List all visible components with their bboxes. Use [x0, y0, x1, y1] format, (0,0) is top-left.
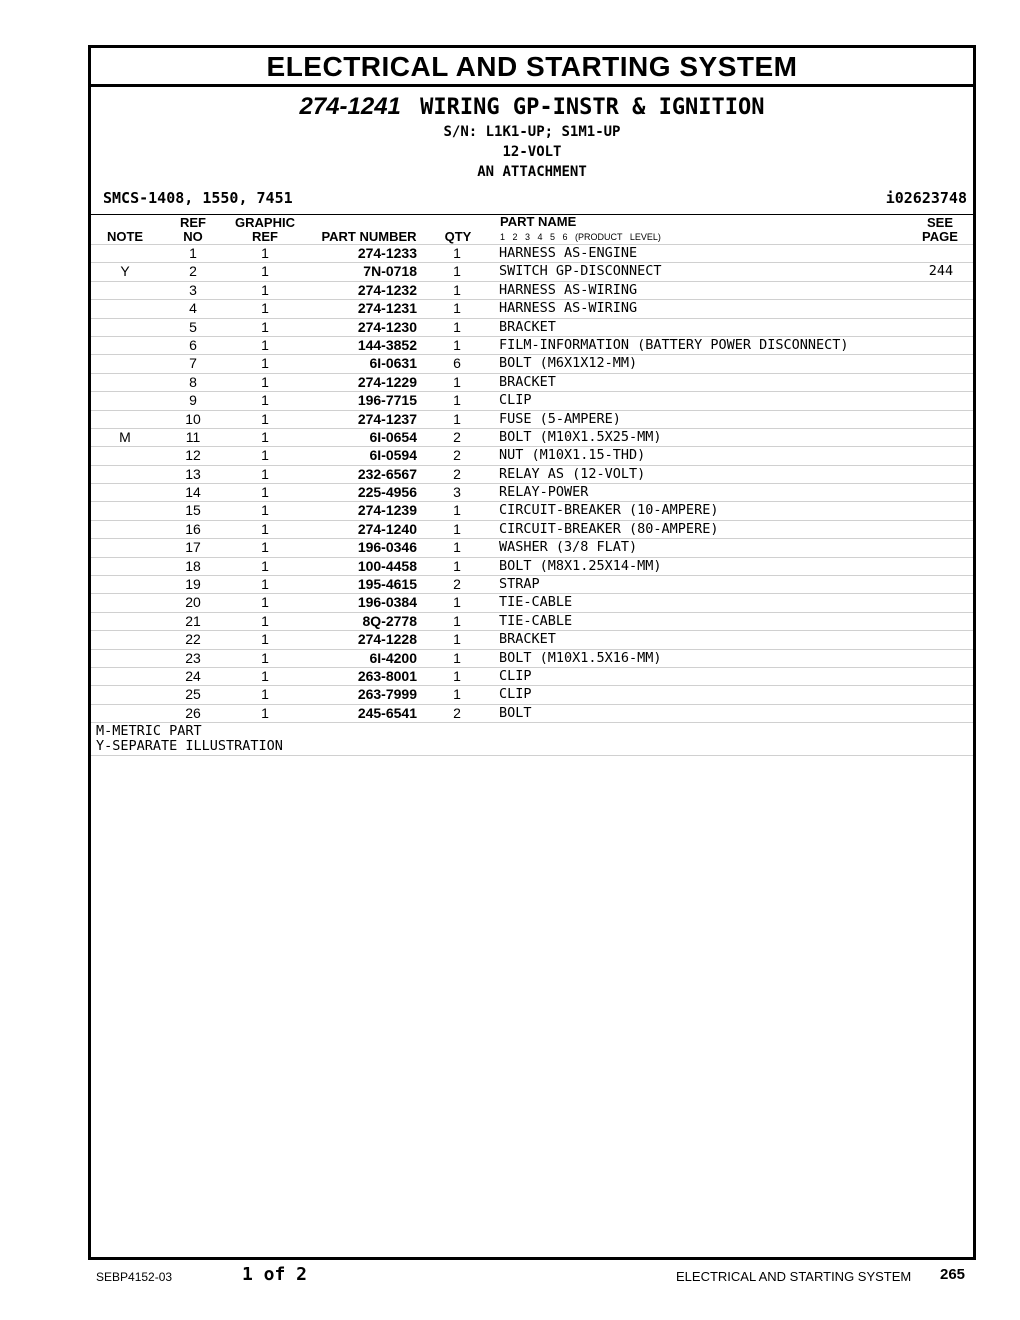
- graphic-ref-cell: 1: [261, 484, 269, 501]
- graphic-ref-cell: 1: [261, 392, 269, 409]
- group-title: [91, 94, 973, 121]
- part-number-cell: 225-4956: [357, 484, 417, 501]
- table-row: [91, 244, 973, 262]
- table-row: [91, 667, 973, 685]
- header-product-level: 1 2 3 4 5 6 (PRODUCT LEVEL): [500, 232, 661, 242]
- graphic-ref-cell: 1: [261, 281, 269, 298]
- table-row: [91, 649, 973, 667]
- graphic-ref-cell: 1: [261, 594, 269, 611]
- part-number-cell: 7N-0718: [363, 263, 417, 280]
- qty-cell: 1: [453, 649, 461, 666]
- qty-cell: 1: [453, 520, 461, 537]
- part-number-cell: 274-1239: [357, 502, 417, 519]
- part-number-cell: 274-1229: [357, 373, 417, 390]
- header-part-name: PART NAME: [500, 214, 577, 229]
- part-name-cell: TIE-CABLE: [499, 594, 573, 611]
- part-number-cell: 6I-0654: [369, 428, 417, 445]
- ref-no-cell: 24: [185, 667, 201, 684]
- note-line: M-METRIC PART: [96, 723, 202, 740]
- part-number-cell: 274-1240: [357, 520, 417, 537]
- qty-cell: 2: [453, 447, 461, 464]
- footer-doc-number: SEBP4152-03: [96, 1270, 173, 1284]
- qty-cell: 1: [453, 594, 461, 611]
- table-row: [91, 336, 973, 354]
- ref-no-cell: 4: [189, 300, 197, 317]
- header-see-top: SEE: [926, 215, 953, 230]
- footer-page-number: 265: [940, 1266, 966, 1283]
- header-graphic-ref: [229, 216, 301, 244]
- qty-cell: 1: [453, 373, 461, 390]
- graphic-ref-cell: 1: [261, 520, 269, 537]
- graphic-ref-cell: 1: [261, 631, 269, 648]
- table-row: [91, 685, 973, 703]
- ref-no-cell: 20: [185, 594, 201, 611]
- header-ref-no: [173, 216, 213, 244]
- qty-cell: 1: [453, 667, 461, 684]
- notes-legend: [91, 722, 973, 756]
- table-row: [91, 465, 973, 483]
- header-part-number: PART NUMBER: [321, 229, 417, 244]
- header-ref-top: REF: [180, 215, 206, 230]
- part-name-cell: CIRCUIT-BREAKER (10-AMPERE): [499, 502, 719, 519]
- qty-cell: 1: [453, 318, 461, 335]
- qty-cell: 1: [453, 502, 461, 519]
- part-name-cell: BRACKET: [499, 373, 556, 390]
- part-name-cell: WASHER (3/8 FLAT): [499, 539, 638, 556]
- header-graphic-bottom: REF: [252, 229, 278, 244]
- part-number-cell: 245-6541: [357, 704, 417, 721]
- qty-cell: 1: [453, 281, 461, 298]
- table-row: [91, 281, 973, 299]
- graphic-ref-cell: 1: [261, 355, 269, 372]
- parts-table: [91, 244, 973, 756]
- ref-no-cell: 16: [185, 520, 201, 537]
- part-number-cell: 274-1237: [357, 410, 417, 427]
- graphic-ref-cell: 1: [261, 318, 269, 335]
- qty-cell: 6: [453, 355, 461, 372]
- qty-cell: 1: [453, 410, 461, 427]
- qty-cell: 1: [453, 263, 461, 280]
- table-row: [91, 410, 973, 428]
- group-number: 274-1241: [299, 93, 401, 120]
- graphic-ref-cell: 1: [261, 245, 269, 261]
- group-name: WIRING GP-INSTR & IGNITION: [420, 95, 765, 120]
- part-name-cell: CLIP: [499, 686, 532, 703]
- graphic-ref-cell: 1: [261, 465, 269, 482]
- table-row: [91, 299, 973, 317]
- part-name-cell: CLIP: [499, 667, 532, 684]
- table-row: [91, 575, 973, 593]
- qty-cell: 1: [453, 336, 461, 353]
- footer-page-of: 1 of 2: [242, 1264, 308, 1285]
- qty-cell: 1: [453, 392, 461, 409]
- ref-no-cell: 18: [185, 557, 201, 574]
- table-row: [91, 428, 973, 446]
- table-row: [91, 318, 973, 336]
- graphic-ref-cell: 1: [261, 612, 269, 629]
- graphic-ref-cell: 1: [261, 502, 269, 519]
- table-row: [91, 612, 973, 630]
- part-name-cell: SWITCH GP-DISCONNECT: [499, 263, 662, 280]
- ref-no-cell: 22: [185, 631, 201, 648]
- part-number-cell: 274-1228: [357, 631, 417, 648]
- qty-cell: 1: [453, 557, 461, 574]
- qty-cell: 1: [453, 300, 461, 317]
- ref-no-cell: 10: [185, 410, 201, 427]
- part-number-cell: 6I-0631: [369, 355, 417, 372]
- table-row: [91, 501, 973, 519]
- graphic-ref-cell: 1: [261, 410, 269, 427]
- header-ref-bottom: NO: [183, 229, 203, 244]
- qty-cell: 1: [453, 612, 461, 629]
- graphic-ref-cell: 1: [261, 557, 269, 574]
- ref-no-cell: 15: [185, 502, 201, 519]
- ref-no-cell: 9: [189, 392, 197, 409]
- qty-cell: 1: [453, 686, 461, 703]
- header-see-bottom: PAGE: [922, 229, 958, 244]
- note-line: Y-SEPARATE ILLUSTRATION: [96, 738, 283, 755]
- ref-no-cell: 11: [185, 428, 201, 445]
- ref-no-cell: 17: [185, 539, 201, 556]
- graphic-ref-cell: 1: [261, 263, 269, 280]
- voltage-label: 12-VOLT: [502, 144, 562, 160]
- part-number-cell: 8Q-2778: [362, 612, 417, 629]
- ref-no-cell: 12: [185, 447, 201, 464]
- graphic-ref-cell: 1: [261, 649, 269, 666]
- header-note: NOTE: [106, 229, 144, 244]
- part-name-cell: NUT (M10X1.15-THD): [499, 447, 646, 464]
- header-qty: QTY: [444, 229, 472, 244]
- table-row: [91, 483, 973, 501]
- header-graphic-top: GRAPHIC: [235, 215, 295, 230]
- part-number-cell: 196-7715: [357, 392, 417, 409]
- graphic-ref-cell: 1: [261, 686, 269, 703]
- table-row: [91, 704, 973, 722]
- part-number-cell: 144-3852: [357, 336, 417, 353]
- ref-no-cell: 21: [185, 612, 201, 629]
- graphic-ref-cell: 1: [261, 539, 269, 556]
- table-row: [91, 593, 973, 611]
- graphic-ref-cell: 1: [261, 373, 269, 390]
- ref-no-cell: 5: [189, 318, 197, 335]
- note-cell: Y: [120, 263, 130, 280]
- serial-range: S/N: L1K1-UP; S1M1-UP: [443, 124, 621, 140]
- table-row: [91, 520, 973, 538]
- part-name-cell: CLIP: [499, 392, 532, 409]
- part-name-cell: BOLT (M6X1X12-MM): [499, 355, 638, 372]
- ref-no-cell: 26: [185, 704, 201, 721]
- part-name-cell: BOLT (M8X1.25X14-MM): [499, 557, 662, 574]
- part-name-cell: FILM-INFORMATION (BATTERY POWER DISCONNECT): [499, 336, 849, 353]
- part-number-cell: 274-1230: [357, 318, 417, 335]
- part-number-cell: 100-4458: [357, 557, 417, 574]
- graphic-ref-cell: 1: [261, 447, 269, 464]
- ref-no-cell: 6: [189, 336, 197, 353]
- smcs-codes: SMCS-1408, 1550, 7451: [103, 189, 293, 207]
- qty-cell: 2: [453, 576, 461, 593]
- header-see-page: [917, 216, 963, 244]
- part-number-cell: 263-7999: [357, 686, 417, 703]
- ref-no-cell: 25: [185, 686, 201, 703]
- part-name-cell: HARNESS AS-WIRING: [499, 300, 638, 317]
- qty-cell: 1: [453, 245, 461, 261]
- ref-no-cell: 19: [185, 576, 201, 593]
- graphic-ref-cell: 1: [261, 576, 269, 593]
- ref-no-cell: 7: [189, 355, 197, 372]
- qty-cell: 1: [453, 539, 461, 556]
- qty-cell: 2: [453, 428, 461, 445]
- graphic-ref-cell: 1: [261, 704, 269, 721]
- footer-section: ELECTRICAL AND STARTING SYSTEM: [676, 1269, 912, 1284]
- part-name-cell: RELAY-POWER: [499, 484, 589, 501]
- graphic-ref-cell: 1: [261, 300, 269, 317]
- graphic-ref-cell: 1: [261, 336, 269, 353]
- part-name-cell: BOLT (M10X1.5X25-MM): [499, 428, 662, 445]
- part-number-cell: 274-1232: [357, 281, 417, 298]
- part-name-cell: STRAP: [499, 576, 540, 593]
- graphic-ref-cell: 1: [261, 667, 269, 684]
- page-frame: [88, 45, 976, 1260]
- part-name-cell: HARNESS AS-WIRING: [499, 281, 638, 298]
- graphic-ref-cell: 1: [261, 428, 269, 445]
- table-row: [91, 557, 973, 575]
- ref-no-cell: 2: [189, 263, 197, 280]
- ref-no-cell: 1: [189, 245, 197, 261]
- section-title: ELECTRICAL AND STARTING SYSTEM: [91, 48, 973, 87]
- qty-cell: 2: [453, 465, 461, 482]
- part-number-cell: 274-1231: [357, 300, 417, 317]
- part-number-cell: 6I-0594: [369, 447, 417, 464]
- part-name-cell: RELAY AS (12-VOLT): [499, 465, 646, 482]
- part-name-cell: BRACKET: [499, 631, 556, 648]
- part-number-cell: 274-1233: [357, 245, 417, 261]
- part-name-cell: BOLT (M10X1.5X16-MM): [499, 649, 662, 666]
- see-page-cell: 244: [928, 263, 954, 280]
- ref-no-cell: 8: [189, 373, 197, 390]
- part-number-cell: 232-6567: [357, 465, 417, 482]
- table-row: [91, 354, 973, 372]
- illustration-id: i02623748: [885, 189, 967, 207]
- qty-cell: 1: [453, 631, 461, 648]
- ref-no-cell: 14: [185, 484, 201, 501]
- part-name-cell: FUSE (5-AMPERE): [499, 410, 621, 427]
- part-number-cell: 263-8001: [357, 667, 417, 684]
- part-number-cell: 6I-4200: [369, 649, 417, 666]
- part-number-cell: 196-0384: [357, 594, 417, 611]
- qty-cell: 2: [453, 704, 461, 721]
- attachment-label: AN ATTACHMENT: [477, 164, 587, 180]
- part-name-cell: HARNESS AS-ENGINE: [499, 245, 638, 261]
- part-number-cell: 196-0346: [357, 539, 417, 556]
- note-cell: M: [119, 428, 131, 445]
- part-number-cell: 195-4615: [357, 576, 417, 593]
- table-row: [91, 262, 973, 280]
- table-row: [91, 446, 973, 464]
- ref-no-cell: 13: [185, 465, 201, 482]
- part-name-cell: TIE-CABLE: [499, 612, 573, 629]
- ref-no-cell: 3: [189, 281, 197, 298]
- part-name-cell: BOLT: [499, 704, 532, 721]
- ref-no-cell: 23: [185, 649, 201, 666]
- table-row: [91, 391, 973, 409]
- table-row: [91, 538, 973, 556]
- qty-cell: 3: [453, 484, 461, 501]
- part-name-cell: CIRCUIT-BREAKER (80-AMPERE): [499, 520, 719, 537]
- table-row: [91, 630, 973, 648]
- table-row: [91, 373, 973, 391]
- part-name-cell: BRACKET: [499, 318, 556, 335]
